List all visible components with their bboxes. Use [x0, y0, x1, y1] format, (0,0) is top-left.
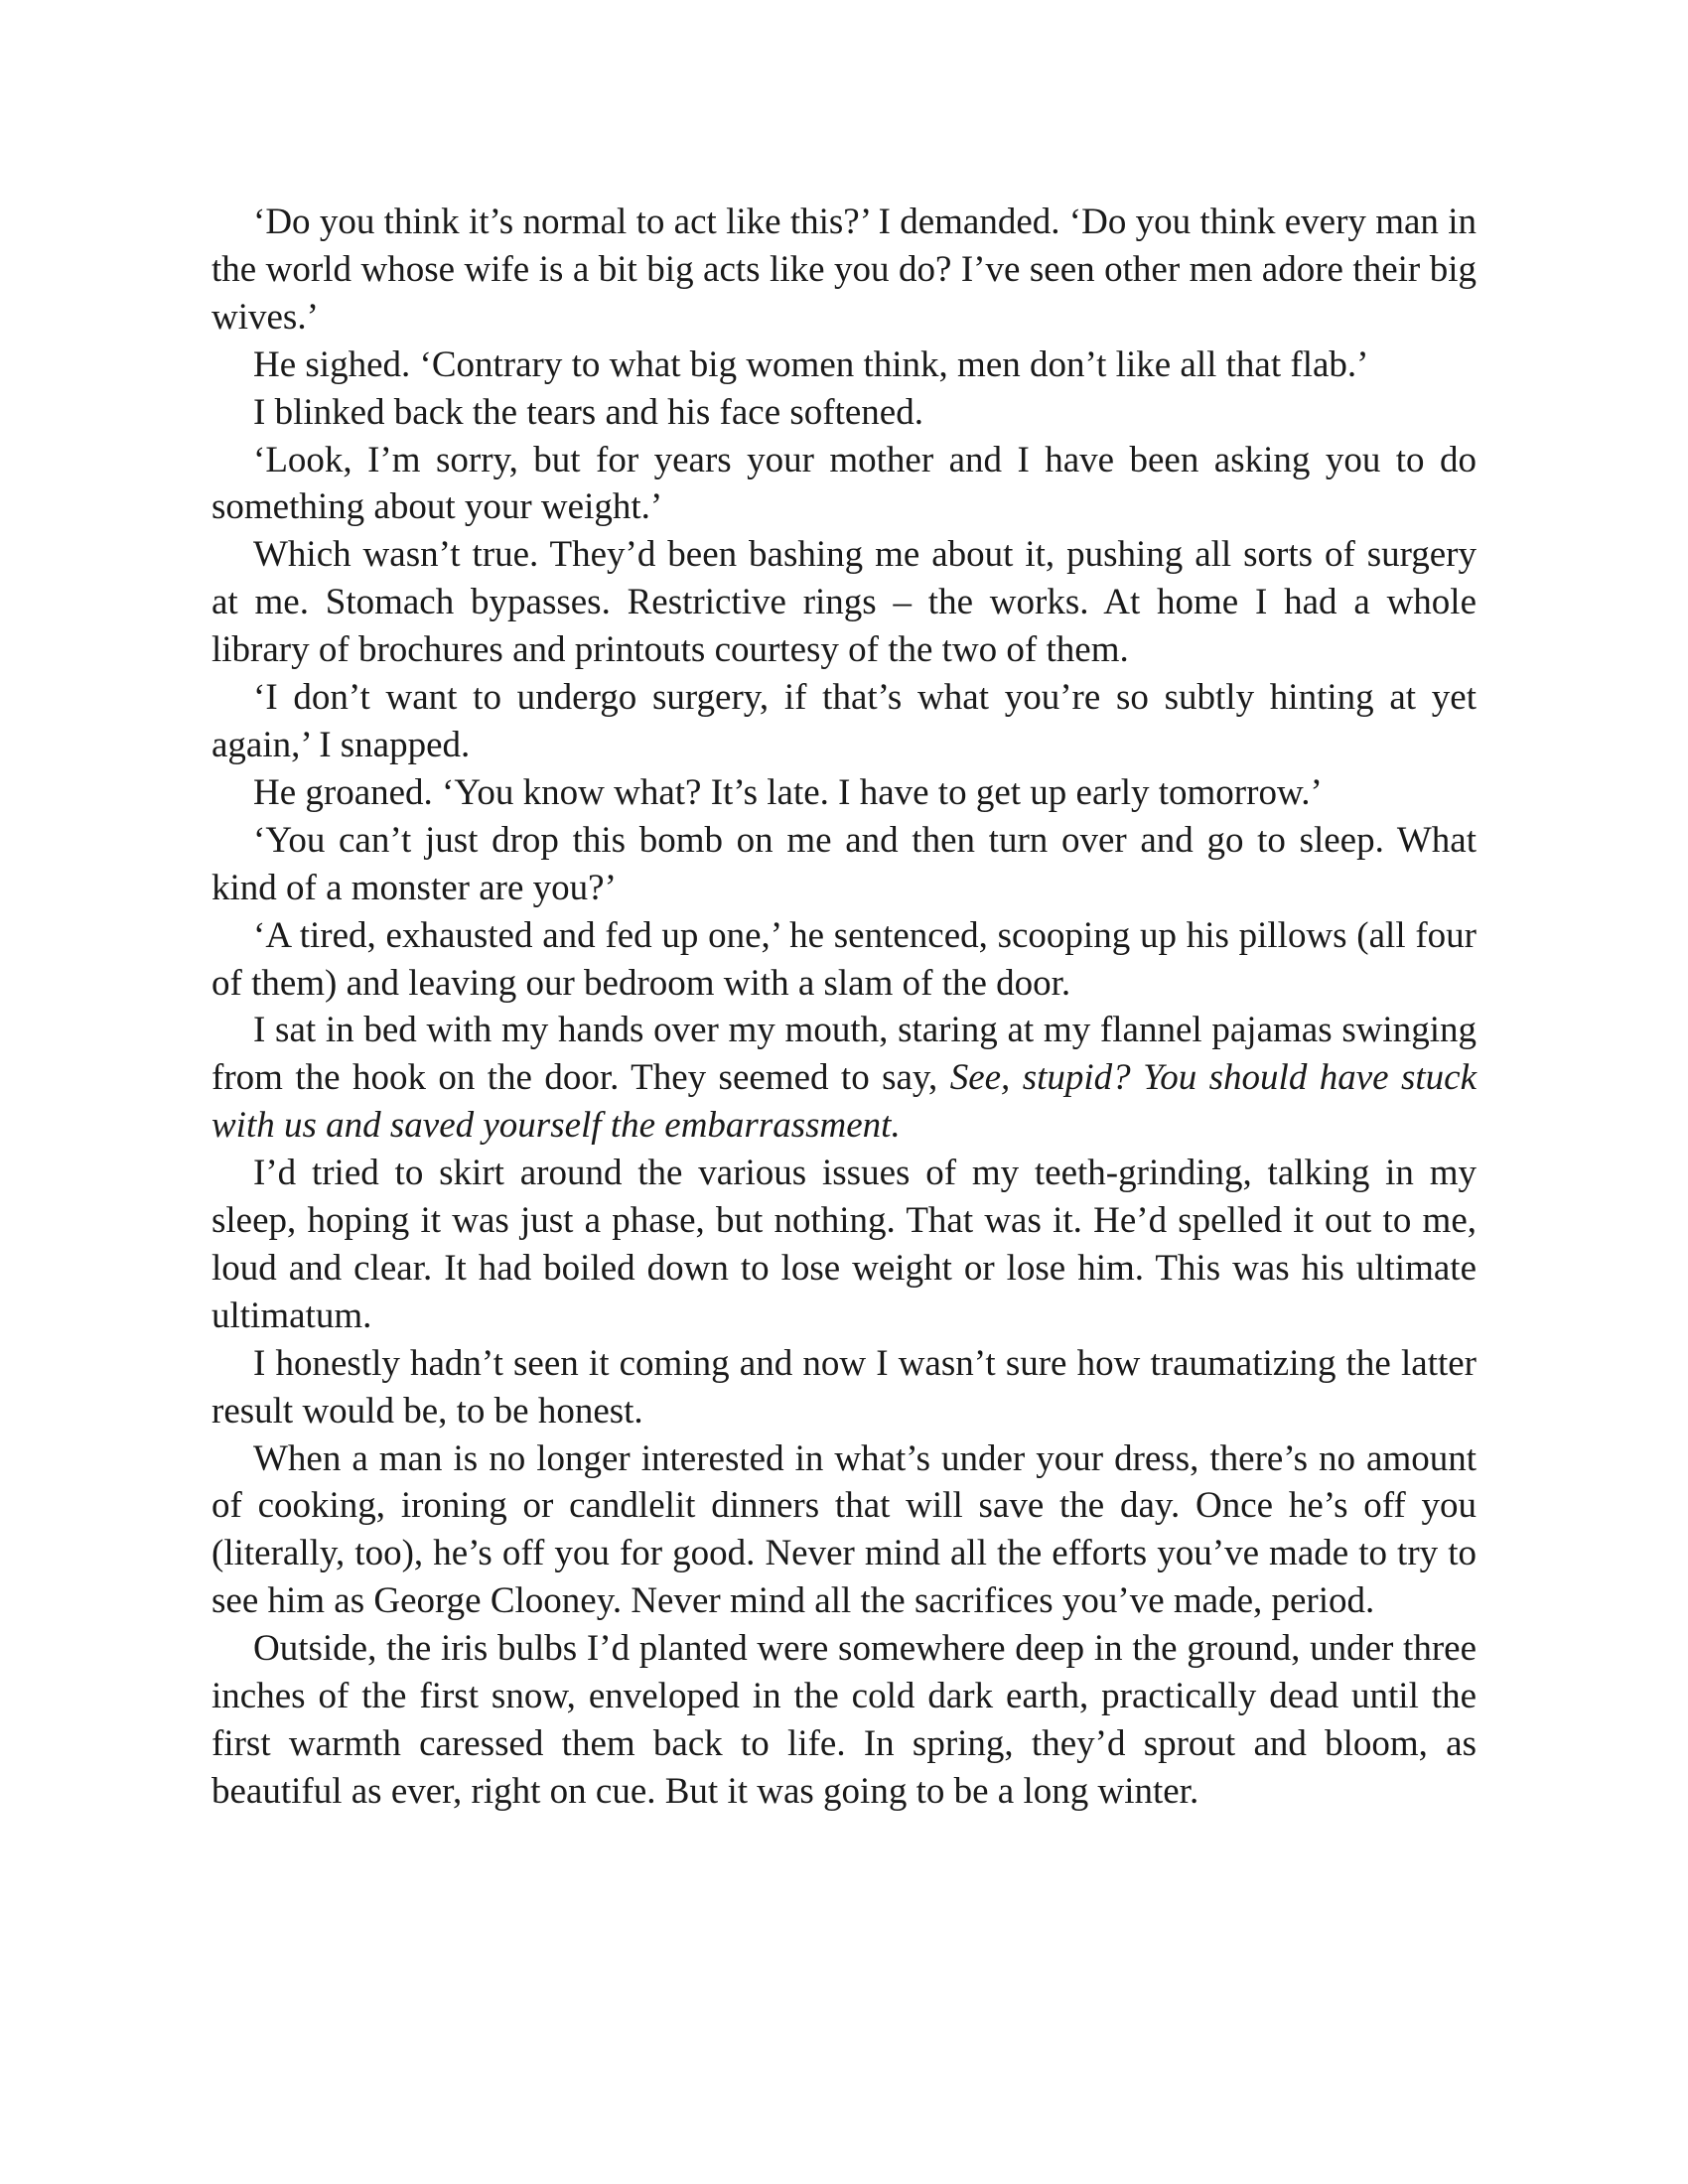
paragraph-text: I blinked back the tears and his face softened.: [253, 391, 923, 433]
paragraph: [211, 199, 1477, 341]
paragraph-text: Outside, the iris bulbs I’d planted were somewhere deep in the ground, under three inches of the first snow, enveloped in the cold dark earth, practically dead until the first warmth caressed them back to life. In spring, they’d sprout and bloom, as beautiful as ever, right on cue. But it was going to be a long winter.: [211, 1628, 1477, 1812]
paragraph: [211, 437, 1477, 532]
paragraph: [211, 817, 1477, 912]
paragraph: [211, 389, 1477, 437]
paragraph: [211, 674, 1477, 769]
paragraph: [211, 1150, 1477, 1340]
paragraph: [211, 912, 1477, 1008]
paragraph-text: When a man is no longer interested in what’s under your dress, there’s no amount of cooking, ironing or candlelit dinners that will save the day. Once he’s off you (literally, too), he’s off you for good. Never mind all the efforts you’ve made to try to see him as George Clooney. Never mind all the sacrifices you’ve made, period.: [211, 1437, 1477, 1622]
paragraph-text: He groaned. ‘You know what? It’s late. I have to get up early tomorrow.’: [253, 771, 1323, 813]
paragraph-italic-text: See, stupid? You should have stuck with us and saved yourself the embarrassment.: [211, 1057, 1477, 1147]
page-body: [211, 199, 1477, 1816]
paragraph: [211, 341, 1477, 389]
paragraph: [211, 1625, 1477, 1816]
paragraph: [211, 1007, 1477, 1150]
paragraph-text: I sat in bed with my hands over my mouth, staring at my flannel pajamas swinging from the hook on the door. They seemed to say,: [211, 1010, 1477, 1099]
paragraph-text: ‘A tired, exhausted and fed up one,’ he sentenced, scooping up his pillows (all four of them) and leaving our bedroom with a slam of the door.: [211, 914, 1477, 1004]
paragraph: [211, 1340, 1477, 1435]
paragraph-text: ‘You can’t just drop this bomb on me and then turn over and go to sleep. What kind of a monster are you?’: [211, 819, 1477, 908]
paragraph-text: He sighed. ‘Contrary to what big women think, men don’t like all that flab.’: [253, 343, 1369, 385]
paragraph-text: ‘Look, I’m sorry, but for years your mother and I have been asking you to do something about your weight.’: [211, 439, 1477, 528]
paragraph: [211, 531, 1477, 674]
paragraph: [211, 1435, 1477, 1626]
paragraph-text: I’d tried to skirt around the various issues of my teeth-grinding, talking in my sleep, hoping it was just a phase, but nothing. That was it. He’d spelled it out to me, loud and clear. It had boiled down to lose weight or lose him. This was his ultimate ultimatum.: [211, 1153, 1477, 1336]
paragraph-text: I honestly hadn’t seen it coming and now I wasn’t sure how traumatizing the latter result would be, to be honest.: [211, 1342, 1477, 1432]
paragraph-text: ‘Do you think it’s normal to act like this?’ I demanded. ‘Do you think every man in the world whose wife is a bit big acts like you do? I’ve seen other men adore their big wives.’: [211, 202, 1477, 338]
paragraph: [211, 769, 1477, 817]
paragraph-text: Which wasn’t true. They’d been bashing me about it, pushing all sorts of surgery at me. Stomach bypasses. Restrictive rings – the works. At home I had a whole library of brochures and printouts courtesy of the two of them.: [211, 534, 1477, 671]
paragraph-text: ‘I don’t want to undergo surgery, if that’s what you’re so subtly hinting at yet again,’ I snapped.: [211, 677, 1477, 765]
